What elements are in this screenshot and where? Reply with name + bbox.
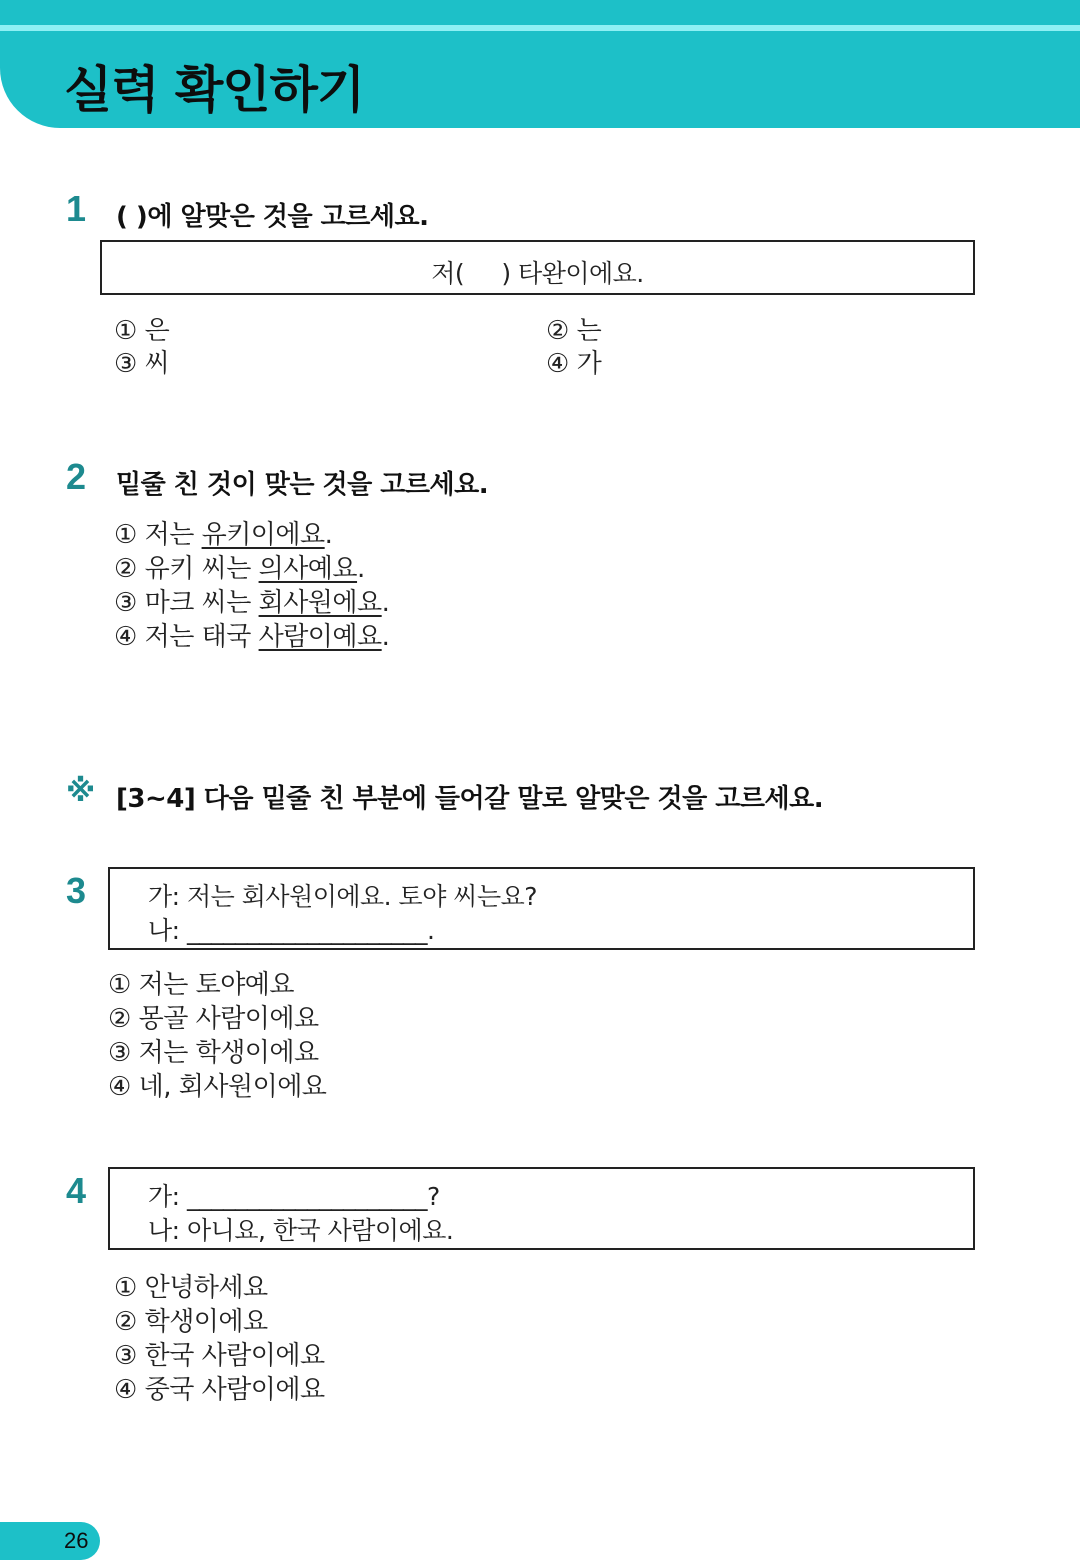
question-4-option-4[interactable] (114, 1369, 325, 1406)
option-text: 씨 (144, 349, 170, 379)
option-text: 저는 학생이에요 (138, 1038, 319, 1068)
question-3-dialogue-box (108, 867, 975, 950)
question-3-number: 3 (66, 870, 87, 911)
option-marker: ④ (114, 622, 137, 652)
option-marker: ③ (114, 588, 137, 618)
option-suffix: . (357, 554, 365, 584)
section-instruction: [3~4] 다음 밑줄 친 부분에 들어갈 말로 알맞은 것을 고르세요. (116, 784, 824, 814)
option-prefix: 저는 태국 (144, 622, 259, 652)
question-2-prompt: 밑줄 친 것이 맞는 것을 고르세요. (116, 470, 489, 500)
option-suffix: . (381, 622, 390, 652)
option-marker: ④ (114, 1375, 137, 1405)
option-text: 안녕하세요 (144, 1273, 268, 1303)
dialogue-line-1: 가: ____________________? (148, 1182, 440, 1211)
option-text: 저는 토야예요 (138, 970, 295, 1000)
dialogue-line-1: 가: 저는 회사원이에요. 토야 씨는요? (148, 882, 538, 911)
option-underlined: 유키이에요 (201, 520, 325, 550)
question-2-number: 2 (66, 456, 87, 497)
question-3-option-1[interactable] (108, 964, 294, 1001)
question-1-option-1[interactable] (114, 310, 169, 347)
question-1-option-2[interactable] (546, 310, 601, 347)
option-marker: ① (114, 1273, 137, 1303)
option-prefix: 유키 씨는 (144, 554, 259, 584)
option-text: 는 (576, 316, 602, 346)
dialogue-line-2: 나: 아니요, 한국 사람이에요. (148, 1216, 454, 1245)
option-text: 한국 사람이에요 (144, 1341, 325, 1371)
page-title: 실력 확인하기 (64, 61, 365, 119)
option-prefix: 저는 (144, 520, 202, 550)
option-underlined: 회사원에요 (258, 588, 382, 618)
option-marker: ④ (108, 1072, 131, 1102)
question-1-option-3[interactable] (114, 343, 169, 380)
question-4-option-1[interactable] (114, 1267, 268, 1304)
question-2-option-3[interactable] (114, 582, 389, 619)
option-marker: ① (114, 520, 137, 550)
question-1-box (100, 240, 975, 295)
question-4-number: 4 (66, 1170, 87, 1211)
option-marker: ① (108, 970, 131, 1000)
question-1-number: 1 (66, 188, 87, 229)
question-1-prompt: ( )에 알맞은 것을 고르세요. (116, 202, 429, 232)
header-top-band (0, 0, 1080, 25)
option-marker: ② (114, 554, 137, 584)
option-marker: ② (546, 316, 569, 346)
option-marker: ③ (108, 1038, 131, 1068)
option-suffix: . (381, 588, 390, 618)
option-text: 몽골 사람이에요 (138, 1004, 319, 1034)
option-prefix: 마크 씨는 (144, 588, 259, 618)
question-3-option-4[interactable] (108, 1066, 326, 1103)
option-marker: ② (114, 1307, 137, 1337)
question-2-option-2[interactable] (114, 548, 365, 585)
option-text: 가 (576, 349, 602, 379)
option-underlined: 사람이예요 (258, 622, 382, 652)
question-4-option-3[interactable] (114, 1335, 325, 1372)
question-4-dialogue-box (108, 1167, 975, 1250)
question-4-option-2[interactable] (114, 1301, 268, 1338)
option-text: 학생이에요 (144, 1307, 268, 1337)
question-1-sentence: 저( ) 타완이에요. (431, 259, 644, 288)
question-1-option-4[interactable] (546, 343, 601, 380)
option-text: 중국 사람이에요 (144, 1375, 325, 1405)
option-text: 은 (144, 316, 170, 346)
option-text: 네, 회사원이에요 (138, 1072, 327, 1102)
option-marker: ④ (546, 349, 569, 379)
question-2-option-1[interactable] (114, 514, 332, 551)
option-marker: ② (108, 1004, 131, 1034)
reference-mark-icon: ※ (66, 774, 96, 809)
option-marker: ③ (114, 349, 137, 379)
option-marker: ③ (114, 1341, 137, 1371)
option-underlined: 의사예요 (258, 554, 358, 584)
question-3-option-3[interactable] (108, 1032, 319, 1069)
page-number: 26 (64, 1528, 89, 1553)
dialogue-line-2: 나: ____________________. (148, 916, 435, 945)
question-2-option-4[interactable] (114, 616, 389, 653)
option-marker: ① (114, 316, 137, 346)
option-suffix: . (324, 520, 333, 550)
question-3-option-2[interactable] (108, 998, 319, 1035)
